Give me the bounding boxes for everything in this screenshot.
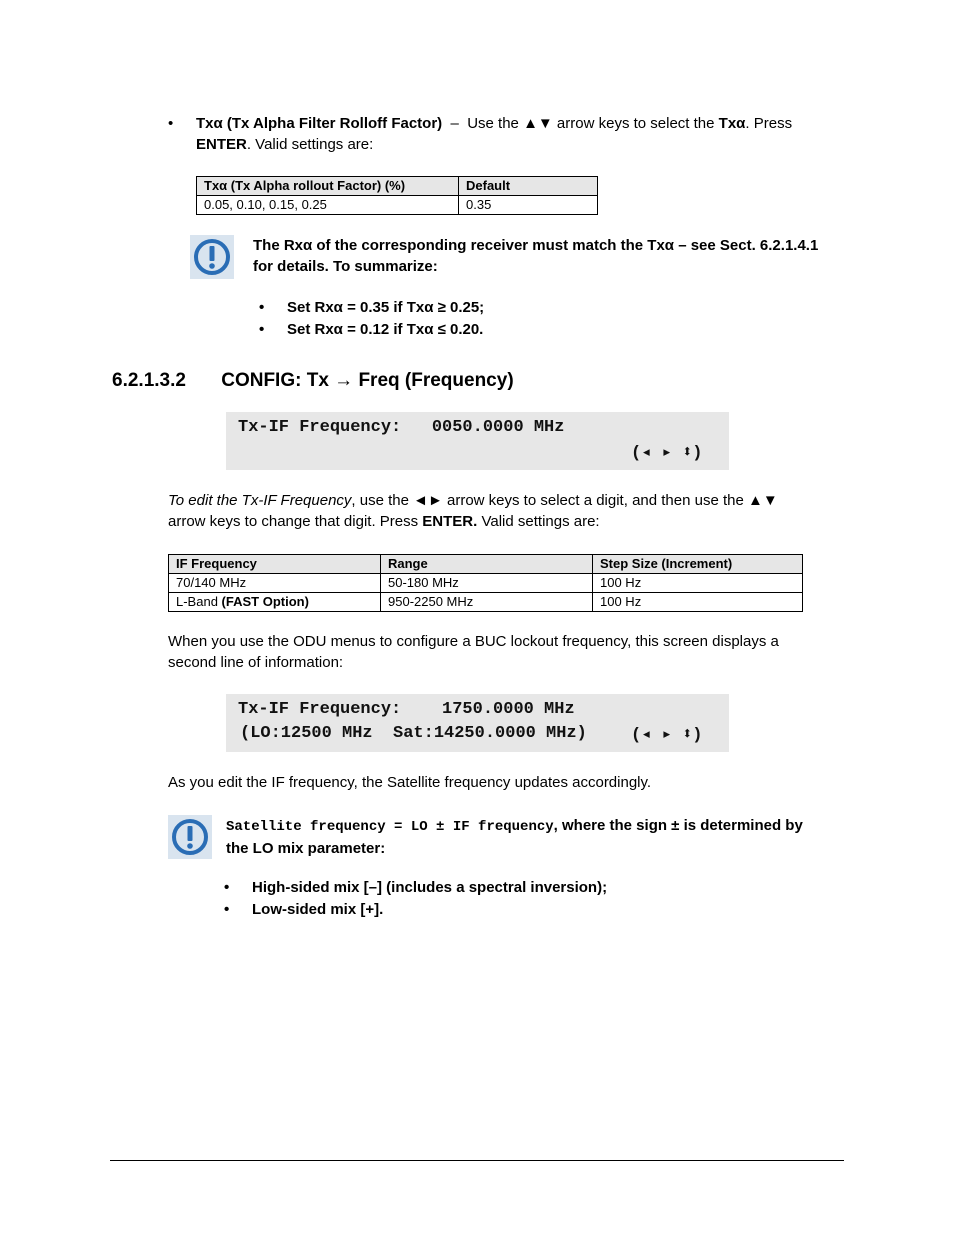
txalpha-text1: Use the ▲▼ arrow keys to select the <box>467 115 715 132</box>
formula-text: Satellite frequency = LO ± IF frequency <box>226 819 554 835</box>
lcd-display-odu <box>226 694 729 752</box>
txalpha-text2: . Press <box>745 115 793 132</box>
odu-paragraph: When you use the ODU menus to configure a BUC lockout frequency, this screen displays a second line of information: <box>168 633 779 671</box>
table-row <box>169 574 803 593</box>
section-heading <box>112 370 514 392</box>
lcd-line-2-arrows: (◂ ▸ ⬍) <box>631 444 703 463</box>
table-row <box>197 196 598 215</box>
edit-text1: , use the ◄► arrow keys to select a digit, and then use the ▲▼ arrow keys to change that digit. Press <box>168 492 778 530</box>
table-header-cell: Step Size (Increment) <box>593 555 803 574</box>
table-cell: 50-180 MHz <box>381 574 593 593</box>
if-frequency-table <box>168 554 803 612</box>
table-header-row <box>197 177 598 196</box>
lcd-display-tx-if <box>226 412 729 470</box>
note1-text <box>253 235 823 277</box>
table-header-row <box>169 555 803 574</box>
edit-italic: To edit the Tx-IF Frequency <box>168 492 352 509</box>
list-item: • Set Rxα = 0.12 if Txα ≤ 0.20. <box>259 320 484 342</box>
table-cell <box>169 574 381 593</box>
table-cell: 950-2250 MHz <box>381 593 593 612</box>
lcd-line-1: Tx-IF Frequency: 0050.0000 MHz <box>238 418 565 437</box>
note2-body: , where the sign ± is determined by the LO mix parameter: <box>226 817 803 857</box>
table-header-cell: IF Frequency <box>169 555 381 574</box>
edit-if-paragraph: As you edit the IF frequency, the Satellite frequency updates accordingly. <box>168 774 652 791</box>
txalpha-term2: Txα <box>718 115 746 132</box>
table-row <box>169 593 803 612</box>
cell-text: 70/140 MHz <box>176 575 247 590</box>
section-number: 6.2.1.3.2 <box>112 370 186 391</box>
note2-text <box>226 815 826 859</box>
footer-rule <box>110 1160 844 1161</box>
table-header-cell: Range <box>381 555 593 574</box>
table-cell: 0.35 <box>459 196 598 215</box>
section-title: CONFIG: Tx → Freq (Frequency) <box>221 370 514 391</box>
list-item: • High-sided mix [–] (includes a spectral inversion); <box>224 878 607 900</box>
edit-paragraph <box>168 490 808 532</box>
table-cell: 100 Hz <box>593 593 803 612</box>
info-note-icon <box>190 235 234 279</box>
info-note-icon <box>168 815 212 859</box>
txalpha-text3: . Valid settings are: <box>246 136 374 153</box>
enter-key-label: ENTER <box>196 136 247 153</box>
note1-body: The Rxα of the corresponding receiver must match the Txα – see Sect. 6.2.1.4.1 for details. To summarize: <box>253 237 819 275</box>
table-cell: 100 Hz <box>593 574 803 593</box>
note2-bullets <box>224 878 607 922</box>
list-item: • Low-sided mix [+]. <box>224 900 607 922</box>
cell-bold-text: (FAST Option) <box>221 594 309 609</box>
lcd-line-2-arrows: (◂ ▸ ⬍) <box>631 726 703 745</box>
lcd-line-1: Tx-IF Frequency: 1750.0000 MHz <box>238 700 575 719</box>
list-item: • Set Rxα = 0.35 if Txα ≥ 0.25; <box>259 298 484 320</box>
lcd-line-2: (LO:12500 MHz Sat:14250.0000 MHz) <box>240 724 587 743</box>
cell-text: L-Band <box>176 594 218 609</box>
txalpha-term: Txα (Tx Alpha Filter Rolloff Factor) <box>196 115 443 132</box>
txalpha-table <box>196 176 598 215</box>
table-cell <box>169 593 381 612</box>
table-header-cell: Txα (Tx Alpha rollout Factor) (%) <box>197 177 459 196</box>
edit-text2: Valid settings are: <box>481 513 600 530</box>
dash: – <box>450 115 459 132</box>
enter-key-label: ENTER. <box>422 513 478 530</box>
table-header-cell: Default <box>459 177 598 196</box>
txalpha-paragraph: • Txα (Tx Alpha Filter Rolloff Factor) – Use the ▲▼ arrow keys to select the Txα. Press ENTER. Valid settings are: <box>168 115 793 153</box>
table-cell: 0.05, 0.10, 0.15, 0.25 <box>197 196 459 215</box>
note1-bullets <box>259 298 484 342</box>
